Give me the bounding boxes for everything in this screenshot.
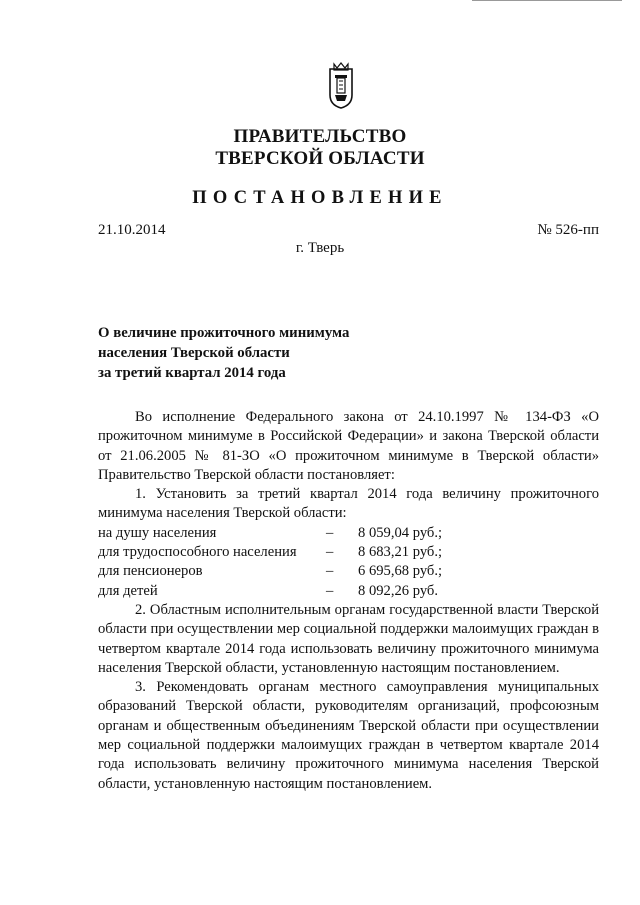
document-title-line3: за третий квартал 2014 года	[98, 365, 286, 381]
subsistence-values-list	[98, 524, 599, 601]
intro-paragraph: Во исполнение Федерального закона от 24.10.1997 № 134-ФЗ «О прожиточном минимуме в Российской Федерации» и закона Тверской области от 21.06.2005 № 81-ЗО «О прожиточном минимуме в Тверской области» Правительство Тверской области постановляет:	[98, 409, 599, 483]
value-label: для детей	[98, 582, 158, 599]
government-name-line2: ТВЕРСКОЙ ОБЛАСТИ	[215, 148, 425, 169]
value-label: для пенсионеров	[98, 563, 203, 580]
value-label: для трудоспособного населения	[98, 544, 297, 561]
document-title-line1: О величине прожиточного минимума	[98, 325, 350, 341]
item-3-paragraph: 3. Рекомендовать органам местного самоуправления муниципальных образований Тверской области, руководителям организаций, профсоюзным органам и общественным объединениям Тверской области при осуществлении мер социальной поддержки малоимущих граждан в четвертом квартале 2014 года использовать величину прожиточного минимума населения Тверской области, установленную настоящим постановлением.	[98, 679, 599, 792]
government-name-line1: ПРАВИТЕЛЬСТВО	[233, 126, 407, 147]
value-amount: 8 683,21 руб.;	[358, 544, 443, 561]
value-amount: 6 695,68 руб.;	[358, 563, 443, 580]
document-number: № 526-пп	[537, 222, 599, 238]
value-dash: –	[326, 544, 334, 561]
item-1-paragraph: 1. Установить за третий квартал 2014 года величину прожиточного минимума населения Тверской области:	[98, 486, 599, 522]
value-label: на душу населения	[98, 524, 217, 541]
document-city: г. Тверь	[295, 240, 345, 256]
value-dash: –	[326, 563, 334, 580]
value-dash: –	[326, 524, 334, 541]
value-amount: 8 092,26 руб.	[358, 582, 439, 599]
value-row	[98, 562, 599, 581]
document-title	[98, 323, 349, 383]
document-type: ПОСТАНОВЛЕНИЕ	[192, 188, 448, 208]
value-row	[98, 524, 599, 543]
document-date: 21.10.2014	[98, 222, 166, 238]
value-row	[98, 543, 599, 562]
value-dash: –	[326, 582, 334, 599]
value-row	[98, 582, 599, 601]
tver-coat-of-arms-icon	[327, 61, 355, 109]
document-body	[98, 408, 599, 794]
document-title-line2: населения Тверской области	[98, 345, 290, 361]
value-amount: 8 059,04 руб.;	[358, 524, 443, 541]
government-name	[0, 126, 640, 170]
item-2-paragraph: 2. Областным исполнительным органам государственной власти Тверской области при осуществлении мер социальной поддержки малоимущих граждан в четвертом квартале 2014 года использовать величину прожиточного минимума населения Тверской области, установленную настоящим постановлением.	[98, 601, 599, 676]
scan-edge-marks	[472, 0, 622, 4]
